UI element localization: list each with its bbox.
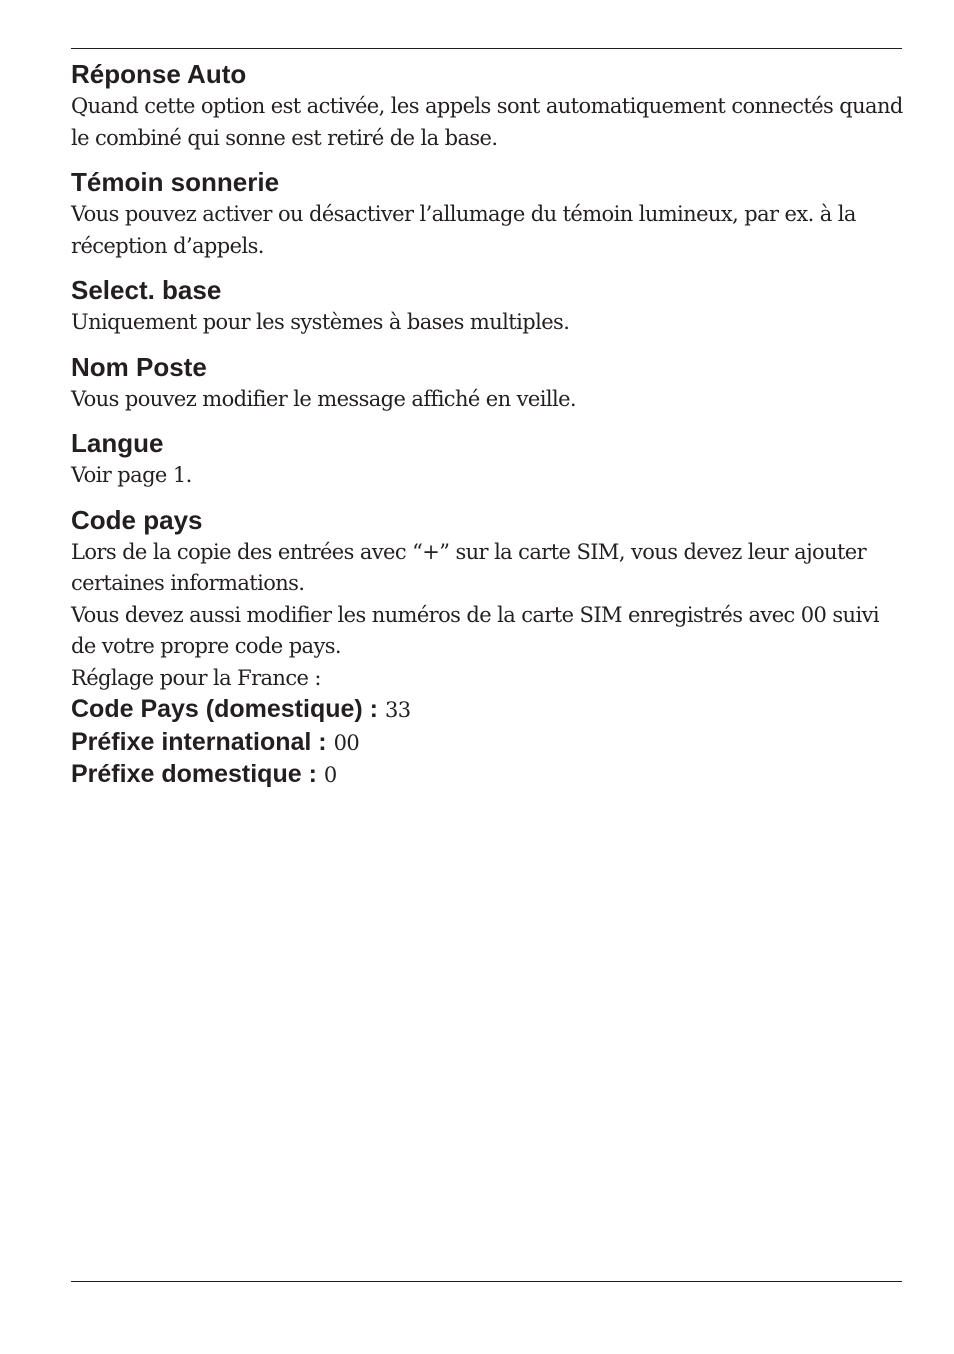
section-paragraph: Vous devez aussi modifier les numéros de la carte SIM enregistrés avec 00 suivi de votre propre code pays. [71, 602, 879, 658]
section-nom-poste [71, 351, 903, 416]
bottom-rule [71, 1281, 902, 1282]
section-select-base [71, 274, 903, 339]
setting-label: Code Pays (domestique) : [71, 695, 378, 723]
top-rule [71, 48, 902, 49]
section-paragraph: Lors de la copie des entrées avec “+” sur la carte SIM, vous devez leur ajouter certaines informations. [71, 539, 867, 595]
setting-label: Préfixe domestique : [71, 760, 317, 788]
section-heading: Langue [71, 428, 164, 458]
section-heading: Select. base [71, 275, 222, 305]
section-paragraph: Uniquement pour les systèmes à bases multiples. [71, 310, 570, 334]
setting-value: 33 [384, 698, 411, 722]
setting-label: Préfixe international : [71, 727, 327, 756]
section-paragraph: Vous pouvez modifier le message affiché en veille. [71, 386, 576, 411]
section-heading: Code pays [71, 504, 203, 535]
section-heading: Réponse Auto [71, 59, 247, 89]
setting-country-code [71, 694, 903, 727]
section-code-pays [71, 504, 903, 792]
setting-international-prefix [71, 727, 903, 760]
section-reponse-auto [71, 58, 903, 154]
section-heading: Témoin sonnerie [71, 167, 280, 197]
setting-value: 0 [323, 763, 337, 787]
section-heading: Nom Poste [71, 351, 207, 382]
section-paragraph: Vous pouvez activer ou désactiver l’allumage du témoin lumineux, par ex. à la réception d’appels. [71, 202, 856, 258]
section-langue [71, 427, 903, 492]
section-paragraph: Réglage pour la France : [71, 665, 321, 690]
section-temoin-sonnerie [71, 166, 903, 262]
setting-domestic-prefix [71, 759, 903, 792]
section-paragraph: Quand cette option est activée, les appels sont automatiquement connectés quand le combiné qui sonne est retiré de la base. [71, 94, 903, 150]
section-paragraph: Voir page 1. [71, 463, 192, 487]
document-body [71, 58, 903, 804]
setting-value: 00 [333, 730, 360, 755]
